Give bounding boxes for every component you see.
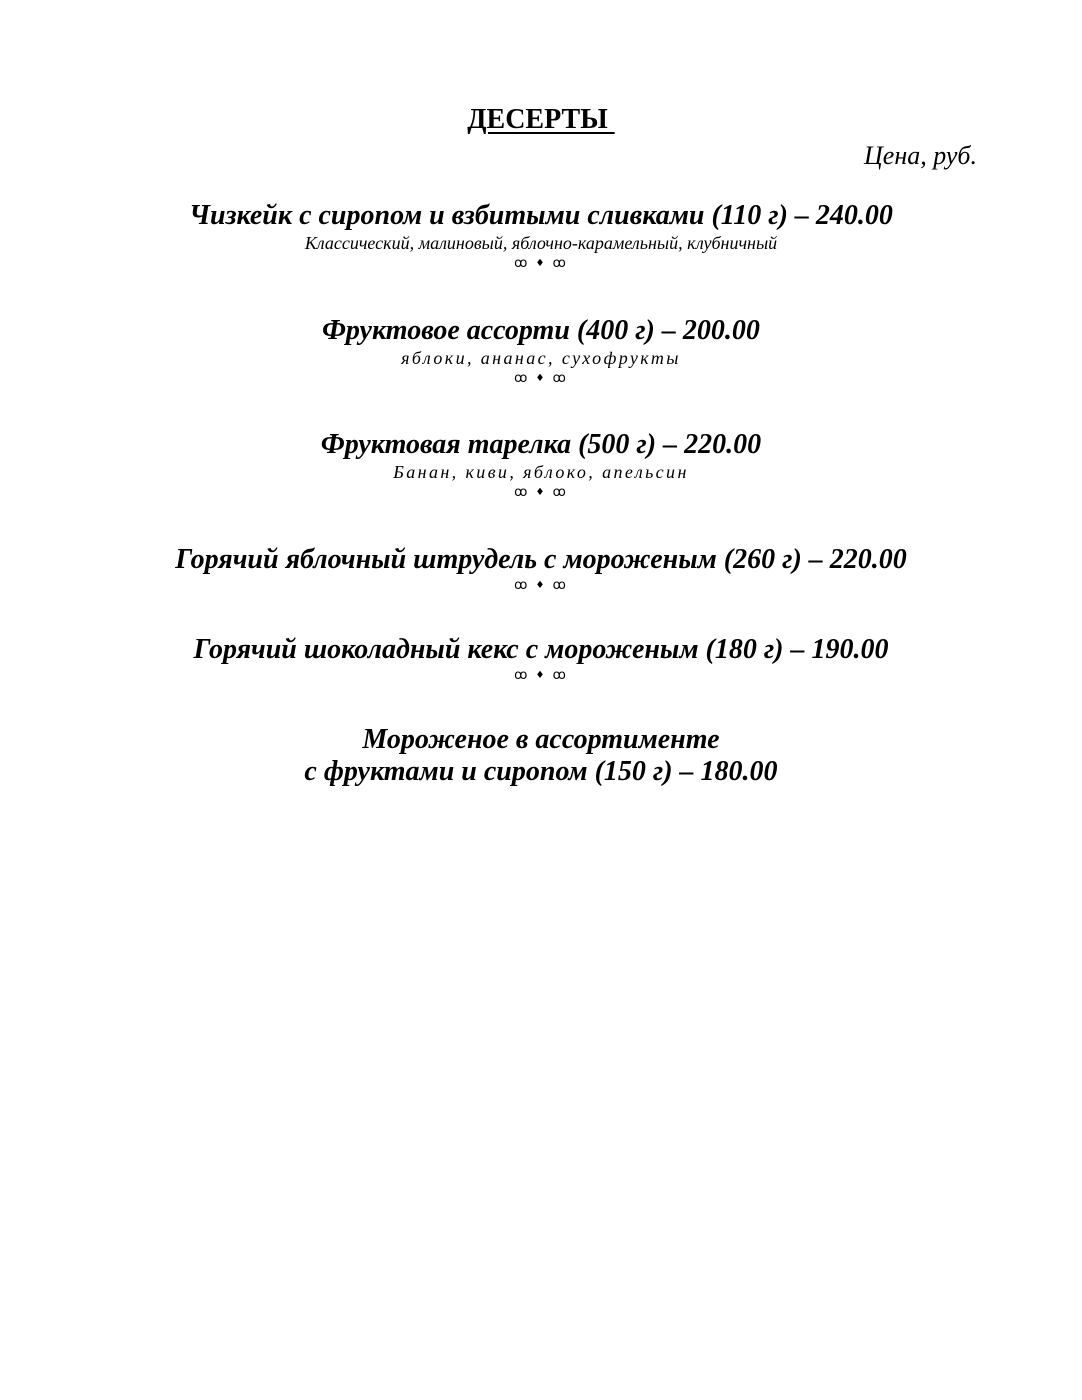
item-description: яблоки, ананас, сухофрукты <box>401 348 681 368</box>
ornament-divider <box>0 254 1082 274</box>
item-name: Чизкейк с сиропом и взбитыми сливками (110 г) – 240.00 <box>189 200 893 231</box>
item-description: Банан, киви, яблоко, апельсин <box>393 462 689 482</box>
diamond-icon: ♦ <box>535 580 547 591</box>
menu-item-fruit-assortment <box>0 315 1082 389</box>
item-name: Фруктовая тарелка (500 г) – 220.00 <box>320 429 762 460</box>
item-name: Горячий яблочный штрудель с мороженым (260 г) – 220.00 <box>175 544 907 575</box>
curl-right-icon: ꝏ <box>552 578 568 593</box>
item-name: Горячий шоколадный кекс с мороженым (180 г) – 190.00 <box>193 634 889 665</box>
curl-left-icon: ꝏ <box>514 578 530 593</box>
page-title <box>0 102 1082 138</box>
menu-item-apple-strudel <box>0 544 1082 596</box>
item-name-line-1: Мороженое в ассортименте <box>362 724 720 755</box>
item-description: Классический, малиновый, яблочно-карамельный, клубничный <box>304 233 778 253</box>
curl-left-icon: ꝏ <box>514 256 530 271</box>
ornament-divider <box>0 576 1082 596</box>
curl-right-icon: ꝏ <box>552 371 568 386</box>
item-name-line-2: с фруктами и сиропом (150 г) – 180.00 <box>304 756 778 787</box>
menu-item-chocolate-cake <box>0 634 1082 686</box>
curl-right-icon: ꝏ <box>552 256 568 271</box>
price-column-header: Цена, руб. <box>864 141 977 170</box>
curl-right-icon: ꝏ <box>552 668 568 683</box>
menu-item-cheesecake <box>0 200 1082 274</box>
ornament-divider <box>0 483 1082 503</box>
ornament-divider <box>0 369 1082 389</box>
menu-item-fruit-plate <box>0 429 1082 503</box>
curl-right-icon: ꝏ <box>552 485 568 500</box>
ornament-divider <box>0 666 1082 686</box>
diamond-icon: ♦ <box>535 373 547 384</box>
curl-left-icon: ꝏ <box>514 371 530 386</box>
menu-item-ice-cream <box>0 724 1082 788</box>
curl-left-icon: ꝏ <box>514 485 530 500</box>
item-name: Фруктовое ассорти (400 г) – 200.00 <box>322 315 760 346</box>
curl-left-icon: ꝏ <box>514 668 530 683</box>
diamond-icon: ♦ <box>535 487 547 498</box>
page-title-text: ДЕСЕРТЫ <box>467 104 615 135</box>
diamond-icon: ♦ <box>535 670 547 681</box>
diamond-icon: ♦ <box>535 258 547 269</box>
